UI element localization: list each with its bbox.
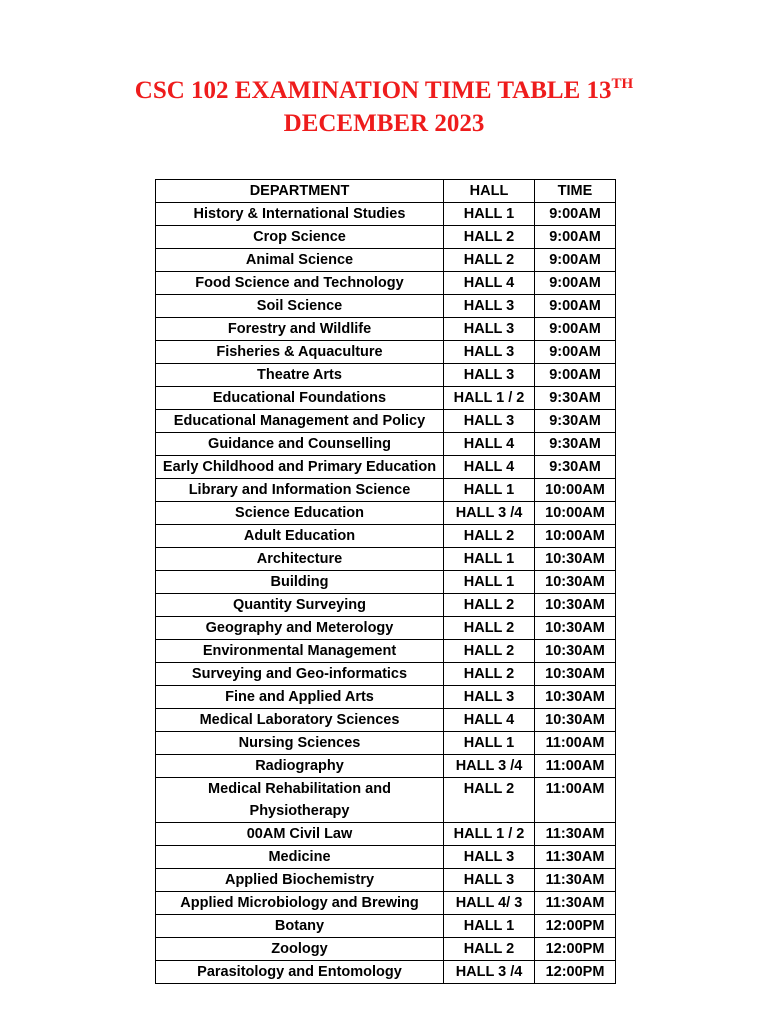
cell-department: Botany [156,915,444,938]
table-row [156,226,616,249]
cell-time: 10:00AM [535,525,616,548]
cell-hall: HALL 2 [444,778,535,823]
cell-department: Early Childhood and Primary Education [156,456,444,479]
cell-time: 11:00AM [535,755,616,778]
table-row [156,938,616,961]
cell-department: Surveying and Geo-informatics [156,663,444,686]
cell-hall: HALL 1 [444,479,535,502]
header-department: DEPARTMENT [156,180,444,203]
table-row [156,502,616,525]
cell-hall: HALL 3 [444,341,535,364]
table-row [156,364,616,387]
cell-hall: HALL 3 [444,846,535,869]
cell-time: 10:30AM [535,617,616,640]
cell-department: 00AM Civil Law [156,823,444,846]
table-row [156,686,616,709]
title-superscript: TH [611,76,634,92]
cell-time: 11:00AM [535,732,616,755]
cell-hall: HALL 3 [444,295,535,318]
table-row [156,732,616,755]
cell-department: Building [156,571,444,594]
cell-department: Medicine [156,846,444,869]
cell-department: Nursing Sciences [156,732,444,755]
cell-time: 11:00AM [535,778,616,823]
cell-hall: HALL 2 [444,617,535,640]
cell-hall: HALL 1 / 2 [444,823,535,846]
cell-hall: HALL 2 [444,663,535,686]
title-line-1-text: CSC 102 EXAMINATION TIME TABLE 13 [134,77,612,104]
title-line-2: DECEMBER 2023 [283,110,485,137]
cell-department: Educational Management and Policy [156,410,444,433]
table-row [156,479,616,502]
cell-time: 9:30AM [535,433,616,456]
table-row [156,203,616,226]
cell-time: 10:30AM [535,640,616,663]
table-row [156,456,616,479]
cell-time: 9:00AM [535,295,616,318]
cell-time: 10:30AM [535,686,616,709]
cell-department: Geography and Meterology [156,617,444,640]
cell-hall: HALL 1 [444,915,535,938]
cell-department: Fine and Applied Arts [156,686,444,709]
cell-time: 10:00AM [535,502,616,525]
cell-hall: HALL 1 [444,203,535,226]
cell-hall: HALL 2 [444,226,535,249]
table-row [156,617,616,640]
cell-department: Architecture [156,548,444,571]
table-header-row [156,180,616,203]
cell-time: 12:00PM [535,961,616,984]
cell-department: Adult Education [156,525,444,548]
cell-department: Guidance and Counselling [156,433,444,456]
cell-hall: HALL 4 [444,272,535,295]
title-line-1 [0,74,768,107]
cell-department: Applied Biochemistry [156,869,444,892]
cell-department: Educational Foundations [156,387,444,410]
cell-hall: HALL 2 [444,525,535,548]
cell-hall: HALL 3 [444,410,535,433]
cell-time: 9:30AM [535,410,616,433]
cell-hall: HALL 3 /4 [444,502,535,525]
cell-time: 9:00AM [535,226,616,249]
cell-hall: HALL 4/ 3 [444,892,535,915]
cell-hall: HALL 4 [444,433,535,456]
table-row [156,846,616,869]
cell-department: Animal Science [156,249,444,272]
cell-hall: HALL 2 [444,640,535,663]
cell-time: 9:00AM [535,249,616,272]
table-row [156,892,616,915]
cell-time: 10:30AM [535,663,616,686]
cell-department: Crop Science [156,226,444,249]
table-row [156,869,616,892]
cell-time: 10:30AM [535,571,616,594]
cell-department: Fisheries & Aquaculture [156,341,444,364]
table-row [156,341,616,364]
cell-time: 10:00AM [535,479,616,502]
cell-department: Parasitology and Entomology [156,961,444,984]
timetable [155,179,616,984]
cell-department: History & International Studies [156,203,444,226]
cell-time: 11:30AM [535,892,616,915]
cell-department: Soil Science [156,295,444,318]
cell-department: Medical Rehabilitation and Physiotherapy [156,778,444,823]
cell-hall: HALL 1 [444,732,535,755]
cell-hall: HALL 1 / 2 [444,387,535,410]
cell-hall: HALL 1 [444,548,535,571]
cell-hall: HALL 3 [444,364,535,387]
table-row [156,915,616,938]
header-time: TIME [535,180,616,203]
cell-department: Radiography [156,755,444,778]
cell-time: 11:30AM [535,846,616,869]
cell-hall: HALL 3 [444,686,535,709]
cell-department: Library and Information Science [156,479,444,502]
table-row [156,548,616,571]
table-row [156,778,616,823]
cell-hall: HALL 3 [444,318,535,341]
table-row [156,571,616,594]
cell-time: 9:30AM [535,456,616,479]
header-hall: HALL [444,180,535,203]
table-row [156,594,616,617]
table-row [156,318,616,341]
cell-time: 11:30AM [535,869,616,892]
table-row [156,823,616,846]
cell-department: Science Education [156,502,444,525]
cell-hall: HALL 3 /4 [444,961,535,984]
cell-hall: HALL 2 [444,594,535,617]
cell-time: 9:00AM [535,318,616,341]
cell-department: Food Science and Technology [156,272,444,295]
cell-department: Theatre Arts [156,364,444,387]
cell-time: 9:30AM [535,387,616,410]
cell-time: 10:30AM [535,709,616,732]
table-row [156,709,616,732]
table-row [156,525,616,548]
table-row [156,663,616,686]
table-row [156,410,616,433]
cell-time: 12:00PM [535,938,616,961]
cell-hall: HALL 4 [444,709,535,732]
cell-time: 9:00AM [535,203,616,226]
cell-time: 12:00PM [535,915,616,938]
table-row [156,272,616,295]
table-row [156,755,616,778]
table-row [156,640,616,663]
table-row [156,249,616,272]
cell-time: 9:00AM [535,341,616,364]
cell-hall: HALL 2 [444,938,535,961]
table-row [156,387,616,410]
cell-hall: HALL 2 [444,249,535,272]
table-row [156,295,616,318]
cell-hall: HALL 3 [444,869,535,892]
cell-hall: HALL 3 /4 [444,755,535,778]
cell-department: Zoology [156,938,444,961]
cell-time: 11:30AM [535,823,616,846]
cell-time: 10:30AM [535,594,616,617]
cell-department: Applied Microbiology and Brewing [156,892,444,915]
cell-hall: HALL 1 [444,571,535,594]
table-row [156,433,616,456]
cell-department: Forestry and Wildlife [156,318,444,341]
cell-time: 9:00AM [535,364,616,387]
cell-department: Quantity Surveying [156,594,444,617]
table-row [156,961,616,984]
cell-time: 10:30AM [535,548,616,571]
cell-hall: HALL 4 [444,456,535,479]
cell-department: Environmental Management [156,640,444,663]
cell-department: Medical Laboratory Sciences [156,709,444,732]
document-title [0,74,768,140]
cell-time: 9:00AM [535,272,616,295]
